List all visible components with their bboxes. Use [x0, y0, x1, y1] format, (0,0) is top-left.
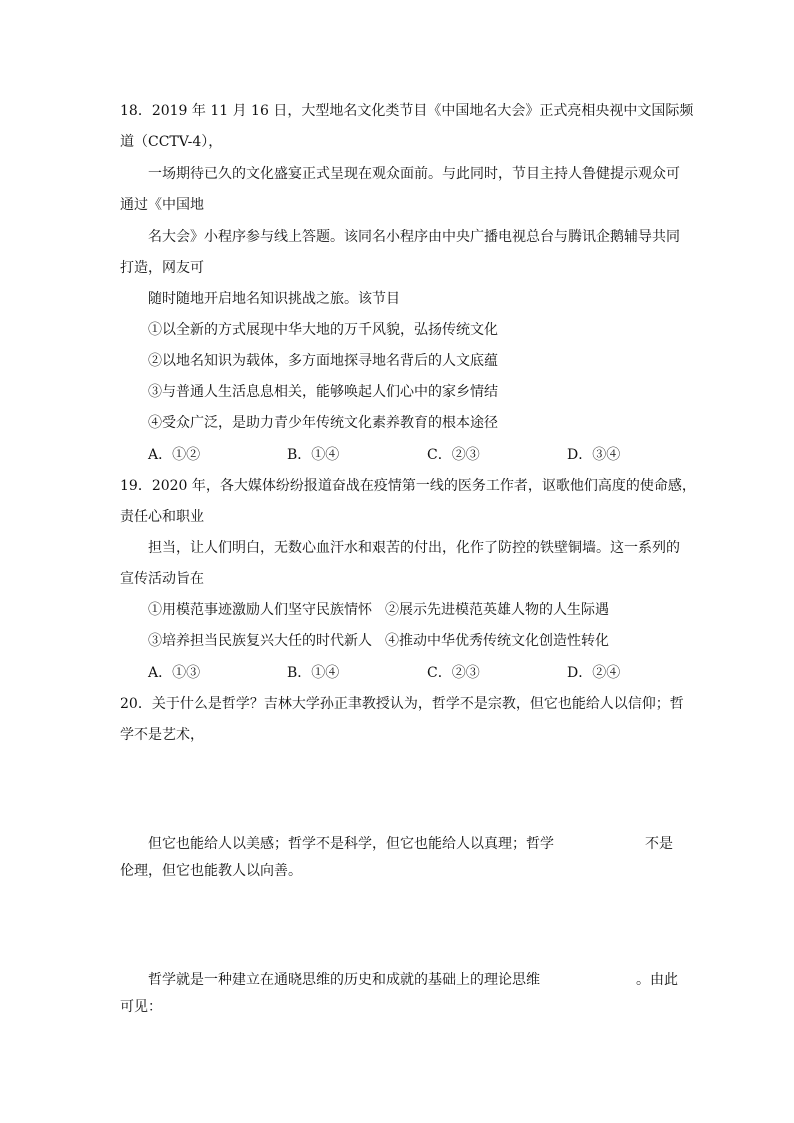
q18-line-5: 名大会》小程序参与线上答题。该同名小程序由中央广播电视总台与腾讯企鹅辅导共同 — [148, 229, 680, 245]
q18-line-3: 一场期待已久的文化盛宴正式呈现在观众面前。与此同时，节目主持人鲁健提示观众可 — [148, 166, 680, 182]
q20-line-5: 哲学就是一种建立在通晓思维的历史和成就的基础上的理论思维 — [148, 972, 540, 988]
q18-item-2: ②以地名知识为载体，多方面地探寻地名背后的人文底蕴 — [148, 353, 498, 369]
q19-item-3: ③培养担当民族复兴大任的时代新人 — [148, 633, 372, 649]
q19-line-2: 责任心和职业 — [120, 509, 204, 525]
q18-option-d: D．③④ — [567, 447, 621, 463]
q19-line-3: 担当，让人们明白，无数心血汗水和艰苦的付出，化作了防控的铁壁铜墙。这一系列的 — [148, 540, 680, 556]
q19-option-a: A．①③ — [148, 665, 201, 681]
q18-line-6: 打造，网友可 — [120, 260, 204, 276]
q19-line-1: 19．2020 年，各大媒体纷纷报道奋战在疫情第一线的医务工作者，讴歌他们高度的使命感， — [120, 478, 696, 494]
q20-line-2: 学不是艺术， — [120, 727, 204, 743]
q19-option-c: C．②③ — [427, 665, 480, 681]
q20-line-3: 但它也能给人以美感；哲学不是科学，但它也能给人以真理；哲学 — [148, 836, 554, 852]
q18-option-a: A．①② — [148, 447, 201, 463]
q20-line-5-end: 。由此 — [636, 972, 678, 988]
q18-line-1: 18．2019 年 11 月 16 日，大型地名文化类节目《中国地名大会》正式亮相央视中文国际频 — [120, 103, 694, 119]
q19-option-d: D．②④ — [567, 665, 621, 681]
q20-line-4: 伦理，但它也能教人以向善。 — [120, 863, 302, 879]
q18-item-4: ④受众广泛，是助力青少年传统文化素养教育的根本途径 — [148, 415, 498, 431]
q18-item-3: ③与普通人生活息息相关，能够唤起人们心中的家乡情结 — [148, 384, 498, 400]
q18-line-7: 随时随地开启地名知识挑战之旅。该节目 — [148, 291, 400, 307]
q19-item-2: ②展示先进模范英雄人物的人生际遇 — [385, 602, 609, 618]
q19-item-4: ④推动中华优秀传统文化创造性转化 — [385, 633, 609, 649]
q18-option-c: C．②③ — [427, 447, 480, 463]
q20-line-6: 可见： — [120, 999, 162, 1015]
q20-line-1: 20．关于什么是哲学？吉林大学孙正聿教授认为，哲学不是宗教，但它也能给人以信仰；哲 — [120, 696, 684, 712]
q20-line-3-end: 不是 — [645, 836, 673, 852]
q19-line-4: 宣传活动旨在 — [120, 571, 204, 587]
q19-option-b: B．①④ — [287, 665, 340, 681]
q18-option-b: B．①④ — [287, 447, 340, 463]
q18-line-4: 通过《中国地 — [120, 197, 204, 213]
q18-item-1: ①以全新的方式展现中华大地的万千风貌，弘扬传统文化 — [148, 322, 498, 338]
q19-item-1: ①用模范事迹激励人们坚守民族情怀 — [148, 602, 372, 618]
q18-line-2: 道（CCTV-4）， — [120, 134, 223, 150]
